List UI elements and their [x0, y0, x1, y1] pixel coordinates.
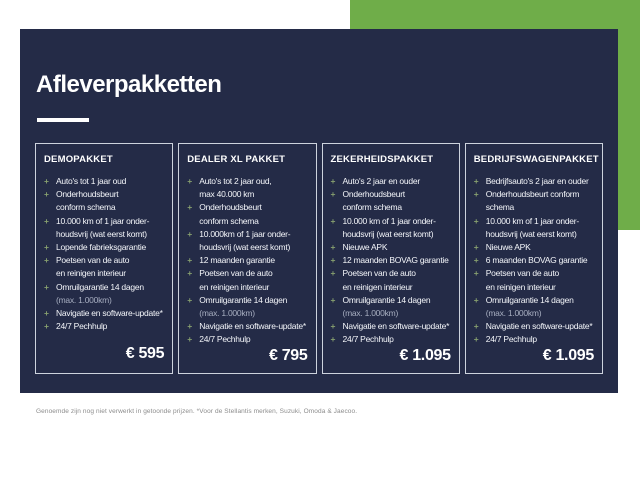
plus-bullet-icon: + [44, 308, 49, 319]
feature-text: Navigatie en software-update* [56, 308, 163, 319]
feature-text: Auto's 2 jaar en ouder [342, 176, 420, 186]
feature-line-continuation [44, 294, 166, 307]
plus-bullet-icon: + [187, 255, 192, 266]
feature-item [44, 175, 166, 188]
feature-list [472, 175, 596, 347]
package-title: DEMOPAKKET [44, 154, 113, 165]
plus-bullet-icon: + [187, 202, 192, 213]
feature-item [474, 333, 596, 346]
plus-bullet-icon: + [473, 242, 479, 253]
package-price: € 795 [268, 346, 308, 364]
feature-line-continuation [187, 215, 309, 228]
plus-bullet-icon: + [330, 255, 336, 266]
feature-item [187, 254, 309, 267]
feature-item [187, 201, 309, 214]
feature-line-continuation [474, 307, 596, 320]
package-price: € 595 [125, 345, 165, 362]
feature-line-continuation [331, 281, 453, 294]
feature-text: Onderhoudsbeurt [342, 189, 405, 200]
plus-bullet-icon: + [44, 281, 49, 292]
feature-text: en reinigen interieur [56, 268, 126, 279]
feature-text: 24/7 Pechhulp [199, 334, 251, 345]
plus-bullet-icon: + [473, 189, 479, 200]
feature-line-continuation [474, 201, 596, 214]
feature-text: (max. 1.000km) [56, 294, 112, 305]
feature-item [474, 267, 596, 280]
feature-text: (max. 1.000km) [342, 308, 399, 319]
feature-text: houdsvrij (wat eerst komt) [56, 228, 147, 239]
plus-bullet-icon: + [330, 321, 336, 332]
plus-bullet-icon: + [330, 215, 336, 226]
plus-bullet-icon: + [44, 215, 49, 226]
package-card-dealer-xl-pakket [178, 143, 316, 374]
package-title: DEALER XL PAKKET [187, 154, 286, 165]
feature-text: 12 maanden BOVAG garantie [342, 255, 449, 266]
feature-item [331, 215, 453, 228]
feature-line-continuation [44, 201, 166, 214]
feature-text: houdsvrij (wat eerst komt) [342, 228, 434, 239]
feature-text: Onderhoudsbeurt conform [485, 189, 580, 200]
feature-text: Navigatie en software-update* [485, 321, 593, 332]
feature-item [44, 188, 166, 201]
package-title: BEDRIJFSWAGENPAKKET [473, 154, 599, 165]
feature-text: 24/7 Pechhulp [56, 321, 108, 332]
feature-item [474, 320, 596, 333]
feature-item [331, 254, 453, 267]
feature-line-continuation [331, 201, 453, 214]
feature-item [474, 188, 596, 201]
feature-item [331, 267, 453, 280]
package-card-zekerheidspakket [322, 143, 460, 374]
feature-list [42, 175, 166, 333]
feature-text: 10.000 km of 1 jaar onder- [342, 215, 436, 226]
plus-bullet-icon: + [330, 242, 336, 253]
feature-text: Poetsen van de auto [199, 268, 273, 279]
feature-line-continuation [187, 188, 309, 201]
feature-text: 24/7 Pechhulp [485, 334, 537, 345]
plus-bullet-icon: + [473, 268, 479, 279]
feature-item [187, 267, 309, 280]
plus-bullet-icon: + [473, 215, 479, 226]
feature-text: Poetsen van de auto [485, 268, 559, 279]
feature-text: 10.000 km of 1 jaar onder- [56, 215, 150, 226]
slide-canvas [20, 29, 618, 393]
packages-row [35, 143, 603, 374]
feature-text: (max. 1.000km) [485, 308, 542, 319]
feature-item [474, 294, 596, 307]
page-title: Afleverpakketten [36, 71, 222, 98]
feature-text: Omruilgarantie 14 dagen [342, 294, 431, 305]
feature-text: 12 maanden garantie [199, 255, 275, 266]
feature-item [44, 254, 166, 267]
feature-text: 10.000km of 1 jaar onder- [199, 228, 291, 239]
feature-line-continuation [44, 267, 166, 280]
feature-text: 10.000 km of 1 jaar onder- [485, 215, 579, 226]
feature-text: schema [485, 202, 515, 213]
feature-item [331, 320, 453, 333]
feature-text: Poetsen van de auto [342, 268, 416, 279]
feature-item [44, 215, 166, 228]
feature-line-continuation [474, 228, 596, 241]
feature-text: Lopende fabrieksgarantie [56, 242, 146, 253]
feature-line-continuation [187, 281, 309, 294]
feature-text: houdsvrij (wat eerst komt) [485, 228, 577, 239]
feature-text: Poetsen van de auto [56, 255, 130, 266]
feature-item [331, 241, 453, 254]
feature-item [187, 320, 309, 333]
feature-item [187, 333, 309, 346]
feature-text: (max. 1.000km) [199, 308, 255, 319]
feature-text: 24/7 Pechhulp [342, 334, 394, 345]
plus-bullet-icon: + [187, 268, 192, 279]
feature-text: Onderhoudsbeurt [56, 189, 119, 200]
plus-bullet-icon: + [330, 294, 336, 305]
feature-item [331, 333, 453, 346]
feature-item [44, 320, 166, 333]
plus-bullet-icon: + [473, 321, 479, 332]
plus-bullet-icon: + [330, 189, 336, 200]
footnote-text: Genoemde zijn nog niet verwerkt in getoonde prijzen. *Voor de Stellantis merken, Suzuki, Omoda & Jaecoo. [36, 408, 358, 415]
feature-line-continuation [331, 307, 453, 320]
plus-bullet-icon: + [44, 176, 49, 186]
feature-text: conform schema [199, 215, 259, 226]
feature-text: houdsvrij (wat eerst komt) [199, 242, 291, 253]
feature-text: conform schema [342, 202, 402, 213]
feature-item [474, 215, 596, 228]
feature-text: Nieuwe APK [485, 242, 531, 253]
feature-text: Navigatie en software-update* [199, 321, 306, 332]
feature-text: Omruilgarantie 14 dagen [485, 294, 574, 305]
plus-bullet-icon: + [330, 268, 336, 279]
feature-item [331, 175, 453, 188]
feature-text: conform schema [56, 202, 116, 213]
feature-text: max 40.000 km [199, 189, 255, 200]
plus-bullet-icon: + [473, 294, 479, 305]
feature-item [44, 281, 166, 294]
feature-text: Auto's tot 2 jaar oud, [199, 176, 272, 186]
plus-bullet-icon: + [473, 255, 479, 266]
feature-text: en reinigen interieur [485, 281, 556, 292]
plus-bullet-icon: + [187, 176, 192, 186]
feature-text: Auto's tot 1 jaar oud [56, 176, 127, 186]
feature-text: Navigatie en software-update* [342, 321, 450, 332]
plus-bullet-icon: + [44, 242, 49, 253]
feature-item [474, 254, 596, 267]
feature-item [187, 228, 309, 241]
title-underline [37, 118, 89, 122]
feature-text: Bedrijfsauto's 2 jaar en ouder [485, 176, 589, 186]
feature-item [187, 294, 309, 307]
feature-line-continuation [474, 281, 596, 294]
package-title: ZEKERHEIDSPAKKET [330, 154, 434, 165]
feature-text: en reinigen interieur [199, 281, 270, 292]
feature-text: Nieuwe APK [342, 242, 388, 253]
feature-item [187, 175, 309, 188]
feature-list [185, 175, 309, 347]
package-price: € 1.095 [542, 346, 594, 364]
plus-bullet-icon: + [330, 334, 336, 345]
feature-text: en reinigen interieur [342, 281, 413, 292]
plus-bullet-icon: + [187, 228, 192, 239]
plus-bullet-icon: + [44, 189, 49, 200]
feature-item [474, 241, 596, 254]
feature-line-continuation [331, 228, 453, 241]
plus-bullet-icon: + [473, 334, 479, 345]
plus-bullet-icon: + [187, 334, 192, 345]
package-card-demopakket [35, 143, 173, 374]
plus-bullet-icon: + [330, 176, 336, 186]
feature-item [331, 294, 453, 307]
feature-text: Omruilgarantie 14 dagen [199, 294, 288, 305]
plus-bullet-icon: + [473, 176, 479, 186]
plus-bullet-icon: + [44, 321, 49, 332]
feature-item [331, 188, 453, 201]
feature-item [44, 307, 166, 320]
feature-list [329, 175, 453, 347]
feature-line-continuation [44, 228, 166, 241]
feature-line-continuation [187, 241, 309, 254]
plus-bullet-icon: + [187, 294, 192, 305]
feature-item [44, 241, 166, 254]
feature-text: Onderhoudsbeurt [199, 202, 262, 213]
feature-item [474, 175, 596, 188]
plus-bullet-icon: + [44, 255, 49, 266]
feature-line-continuation [187, 307, 309, 320]
package-card-bedrijfswagenpakket [465, 143, 603, 374]
plus-bullet-icon: + [187, 321, 192, 332]
feature-text: Omruilgarantie 14 dagen [56, 281, 144, 292]
package-price: € 1.095 [399, 346, 451, 364]
feature-text: 6 maanden BOVAG garantie [485, 255, 588, 266]
